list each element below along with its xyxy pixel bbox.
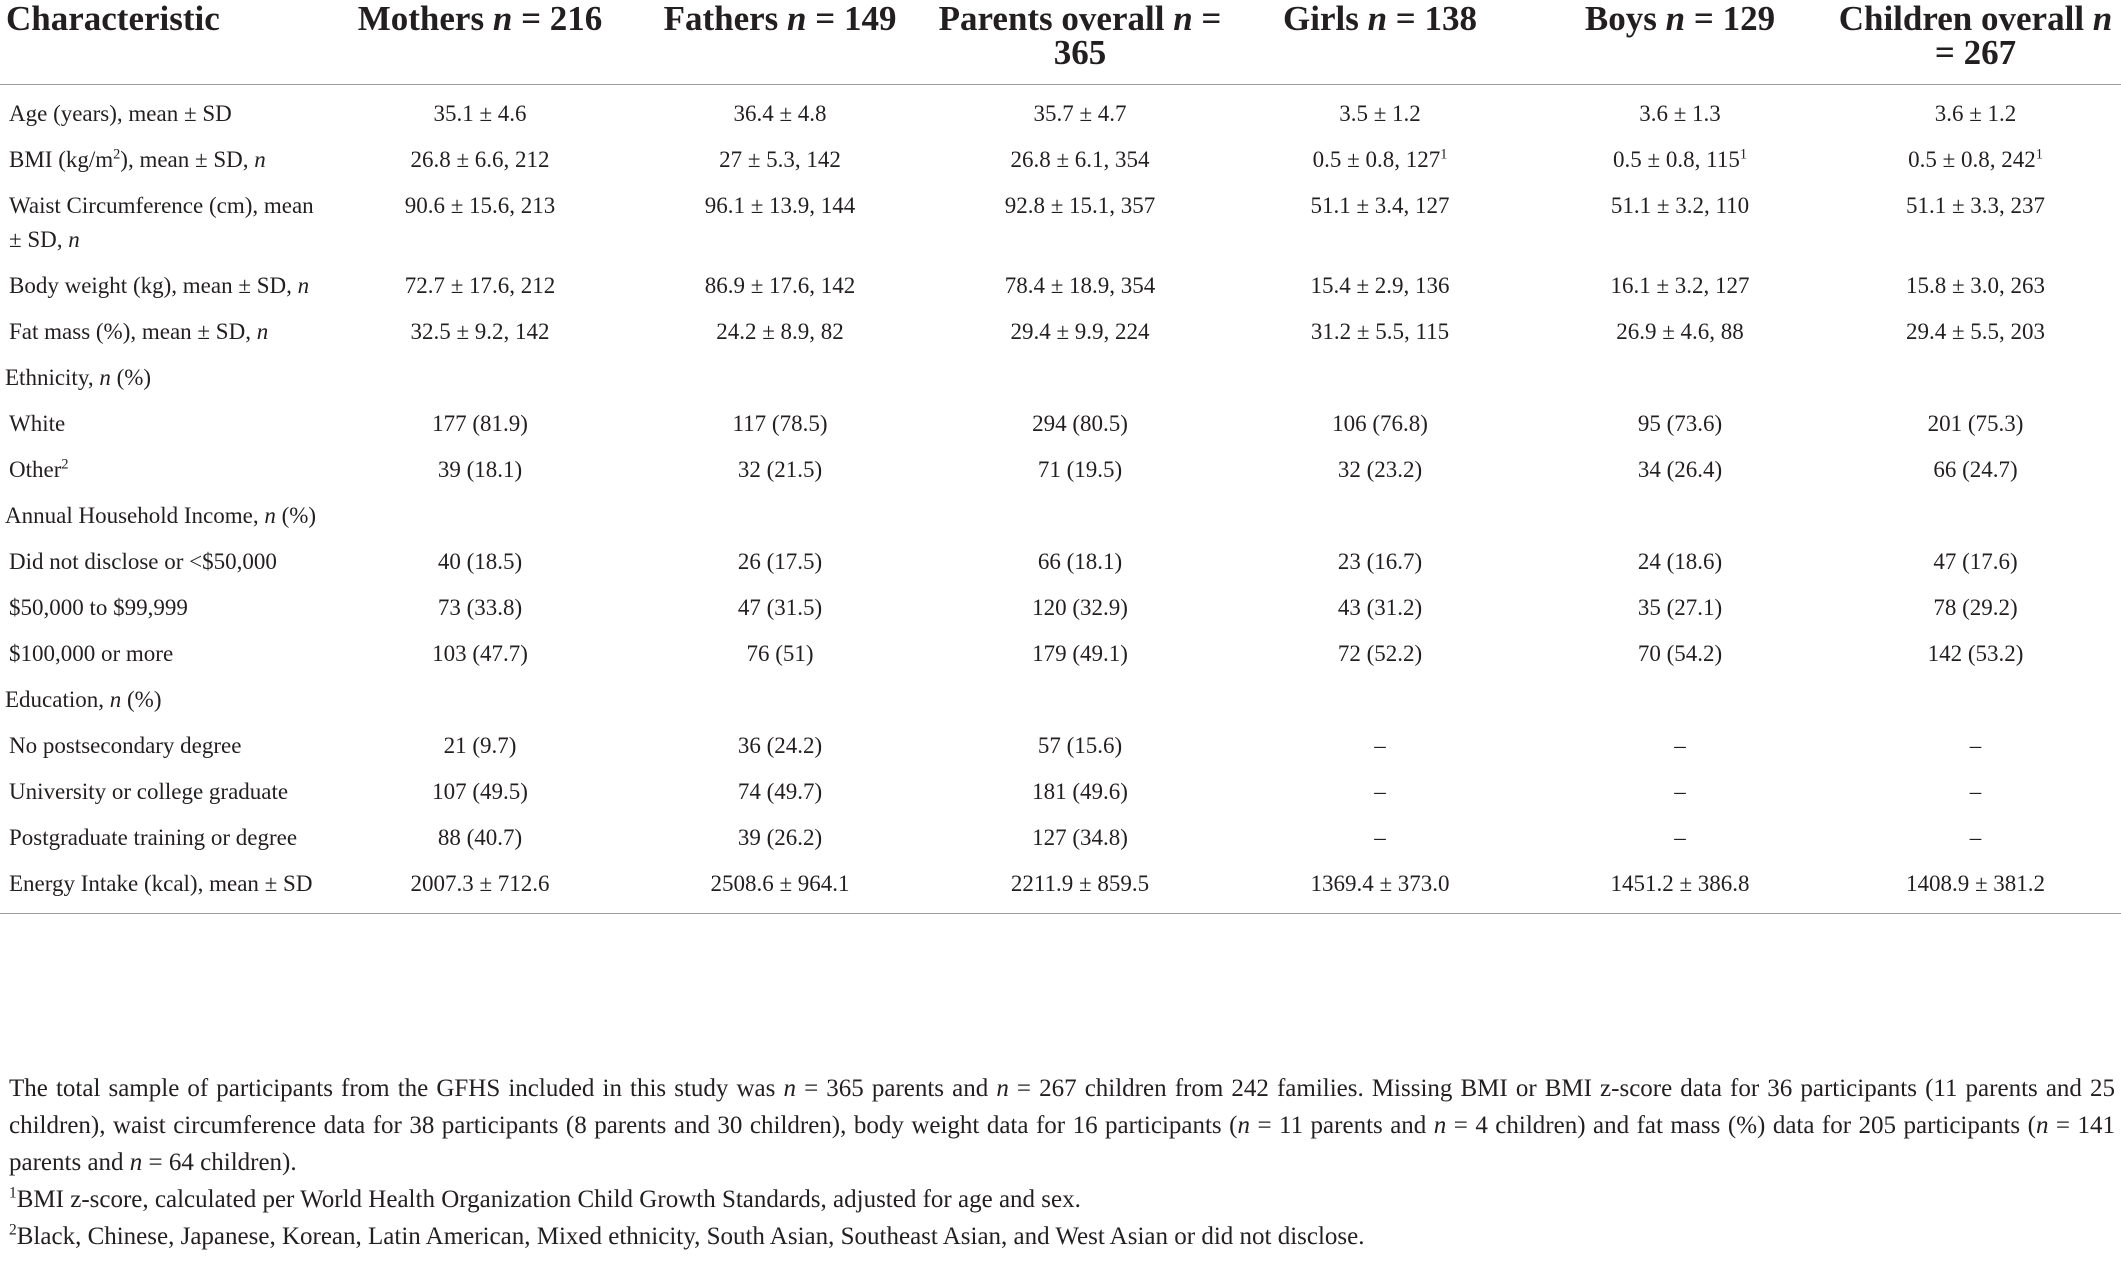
- table-cell: [1830, 355, 2121, 401]
- table-cell: 66 (24.7): [1933, 457, 2018, 482]
- table-body: [0, 85, 2121, 914]
- header-cell: Parents overall n = 365: [938, 0, 1222, 72]
- footnote-main: The total sample of participants from the GFHS included in this study was n = 365 parents and n = 267 children from 242 families. Missing BMI or BMI z-score data for 36 participants (11 parents and 25 children), waist circumference data for 38 participants (8 parents and 30 children), body weight data for 16 participants (n = 11 parents and n = 4 children) and fat mass (%) data for 205 participants (n = 141 parents and n = 64 children).: [9, 1075, 2116, 1176]
- table-row: [0, 137, 2121, 183]
- row-label: Fat mass (%), mean ± SD, n: [9, 319, 269, 344]
- table-cell: 179 (49.1): [1032, 641, 1128, 666]
- table-cell: 26.9 ± 4.6, 88: [1616, 319, 1744, 344]
- table-cell: 177 (81.9): [432, 411, 528, 436]
- row-label: Postgraduate training or degree: [9, 825, 298, 850]
- table-cell: –: [1969, 825, 1982, 850]
- table-cell: 78.4 ± 18.9, 354: [1004, 273, 1156, 298]
- table-row: [0, 183, 2121, 263]
- table-cell: 86.9 ± 17.6, 142: [704, 273, 856, 298]
- table-cell: 96.1 ± 13.9, 144: [704, 193, 856, 218]
- table-cell: –: [1374, 825, 1386, 850]
- table-cell: 23 (16.7): [1337, 549, 1423, 574]
- header-cell: Girls n = 138: [1283, 0, 1477, 38]
- table-cell: 51.1 ± 3.2, 110: [1610, 193, 1750, 218]
- table-cell: 2211.9 ± 859.5: [1010, 871, 1150, 896]
- table-cell: [330, 355, 630, 401]
- table-cell: 35 (27.1): [1637, 595, 1723, 620]
- table-cell: [930, 355, 1230, 401]
- row-label: $50,000 to $99,999: [9, 595, 188, 620]
- table-cell: 36.4 ± 4.8: [733, 101, 827, 126]
- table-cell: [1530, 355, 1830, 401]
- table-cell: 1369.4 ± 373.0: [1310, 871, 1450, 896]
- header-cell: Fathers n = 149: [663, 0, 897, 38]
- table-row: [0, 769, 2121, 815]
- table-cell: [930, 677, 1230, 723]
- table-cell: 3.6 ± 1.2: [1934, 101, 2017, 126]
- table-row: [0, 447, 2121, 493]
- table-cell: 32.5 ± 9.2, 142: [410, 319, 550, 344]
- table-cell: [1230, 493, 1530, 539]
- row-label: White: [9, 411, 66, 436]
- table-cell: 66 (18.1): [1037, 549, 1123, 574]
- table-cell: 47 (17.6): [1933, 549, 2018, 574]
- table-cell: [1830, 677, 2121, 723]
- table-row: [0, 539, 2121, 585]
- table-row: [0, 309, 2121, 355]
- table-cell: 21 (9.7): [443, 733, 517, 758]
- table-cell: 0.5 ± 0.8, $242^1$: [1908, 146, 2043, 172]
- table-cell: –: [1969, 779, 1982, 804]
- table-cell: 29.4 ± 9.9, 224: [1010, 319, 1150, 344]
- n-symbol: n: [787, 0, 807, 38]
- table-cell: 51.1 ± 3.4, 127: [1310, 193, 1450, 218]
- table-cell: –: [1969, 733, 1982, 758]
- header-text: Children overall: [1838, 0, 2093, 38]
- table-cell: 24 (18.6): [1637, 549, 1723, 574]
- row-label: Waist Circumference (cm), mean ± SD, n: [9, 193, 314, 252]
- table-cell: 78 (29.2): [1933, 595, 2018, 620]
- section-row: [0, 355, 2121, 401]
- table-cell: 31.2 ± 5.5, 115: [1310, 319, 1450, 344]
- table-cell: [1530, 493, 1830, 539]
- table-cell: [630, 677, 930, 723]
- table-cell: 0.5 ± 0.8, $127^1$: [1312, 146, 1448, 172]
- table-cell: 47 (31.5): [737, 595, 823, 620]
- table-cell: 16.1 ± 3.2, 127: [1610, 273, 1750, 298]
- table-cell: 88 (40.7): [437, 825, 523, 850]
- table-cell: 32 (21.5): [737, 457, 823, 482]
- table-cell: 26 (17.5): [737, 549, 823, 574]
- n-symbol: n: [1367, 0, 1388, 38]
- table-cell: 0.5 ± 0.8, $115^1$: [1613, 146, 1747, 172]
- row-label: University or college graduate: [9, 779, 289, 804]
- table-cell: 72 (52.2): [1337, 641, 1423, 666]
- table-cell: 39 (18.1): [437, 457, 523, 482]
- table-cell: 3.5 ± 1.2: [1339, 101, 1421, 126]
- table-footnotes: [0, 1070, 2115, 1255]
- header-count: 138: [1424, 0, 1477, 38]
- table-header: [0, 0, 2121, 85]
- table-cell: 29.4 ± 5.5, 203: [1905, 319, 2046, 344]
- header-row: [0, 0, 2121, 85]
- table-cell: 51.1 ± 3.3, 237: [1905, 193, 2046, 218]
- table-cell: 26.8 ± 6.6, 212: [410, 147, 550, 172]
- header-text: Fathers: [663, 0, 788, 38]
- table-cell: 15.4 ± 2.9, 136: [1310, 273, 1450, 298]
- header-text: Characteristic: [6, 0, 220, 38]
- table-cell: –: [1674, 733, 1686, 758]
- table-row: [0, 723, 2121, 769]
- table-row: [0, 263, 2121, 309]
- footnote-2: $^2$Black, Chinese, Japanese, Korean, Latin American, Mixed ethnicity, South Asian, Southeast Asian, and West Asian or did not disclose.: [9, 1221, 1365, 1250]
- table-cell: 32 (23.2): [1337, 457, 1423, 482]
- table-cell: [1530, 677, 1830, 723]
- table-cell: 294 (80.5): [1032, 411, 1128, 436]
- table-cell: 3.6 ± 1.3: [1639, 101, 1721, 126]
- table-cell: [630, 355, 930, 401]
- table-cell: 15.8 ± 3.0, 263: [1905, 273, 2046, 298]
- header-count: 267: [1963, 33, 2017, 72]
- table-cell: 24.2 ± 8.9, 82: [716, 319, 844, 344]
- header-cell: Boys n = 129: [1584, 0, 1776, 38]
- table-cell: 73 (33.8): [437, 595, 523, 620]
- n-symbol: n: [1665, 0, 1686, 38]
- table-cell: 117 (78.5): [732, 411, 828, 436]
- table-cell: 106 (76.8): [1332, 411, 1428, 436]
- table-cell: 35.7 ± 4.7: [1033, 101, 1127, 126]
- table-row: [0, 585, 2121, 631]
- table-cell: [1230, 355, 1530, 401]
- row-label: $100,000 or more: [9, 641, 174, 666]
- table-cell: 103 (47.7): [432, 641, 528, 666]
- table-cell: 107 (49.5): [432, 779, 528, 804]
- table-cell: 2007.3 ± 712.6: [410, 871, 550, 896]
- table-cell: [930, 493, 1230, 539]
- table-row: [0, 401, 2121, 447]
- table-cell: [330, 493, 630, 539]
- row-label: Ethnicity, n (%): [5, 365, 152, 390]
- table-cell: 92.8 ± 15.1, 357: [1004, 193, 1156, 218]
- table-cell: 127 (34.8): [1032, 825, 1128, 850]
- table-cell: 201 (75.3): [1927, 411, 2024, 436]
- table-cell: 71 (19.5): [1037, 457, 1123, 482]
- table-cell: 72.7 ± 17.6, 212: [404, 273, 556, 298]
- table-cell: 181 (49.6): [1032, 779, 1128, 804]
- header-cell: [0, 0, 330, 85]
- header-text: Parents overall: [938, 0, 1174, 38]
- table-row: [0, 861, 2121, 914]
- row-label: Other$^2$: [9, 456, 69, 482]
- table-cell: 76 (51): [746, 641, 814, 666]
- table-row: [0, 815, 2121, 861]
- table-cell: 2508.6 ± 964.1: [710, 871, 850, 896]
- table-cell: 36 (24.2): [737, 733, 823, 758]
- table-cell: 120 (32.9): [1032, 595, 1128, 620]
- table-cell: 39 (26.2): [737, 825, 823, 850]
- table-cell: 74 (49.7): [737, 779, 823, 804]
- row-label: Did not disclose or <$50,000: [9, 549, 277, 574]
- header-cell: Mothers n = 216: [357, 0, 603, 38]
- header-text: Boys: [1584, 0, 1666, 38]
- table-cell: [630, 493, 930, 539]
- header-count: 129: [1722, 0, 1776, 38]
- header-count: 365: [1053, 33, 1107, 72]
- table-cell: 1451.2 ± 386.8: [1610, 871, 1750, 896]
- table-cell: 95 (73.6): [1637, 411, 1723, 436]
- footnote-1: $^1$BMI z-score, calculated per World Health Organization Child Growth Standards, adjusted for age and sex.: [9, 1184, 1081, 1213]
- header-text: Mothers: [357, 0, 493, 38]
- table-row: [0, 631, 2121, 677]
- row-label: BMI $(kg/m^2)$, mean ± SD, n: [9, 146, 266, 172]
- table-cell: [1830, 493, 2121, 539]
- row-label: Education, n (%): [5, 687, 162, 712]
- table-cell: 43 (31.2): [1337, 595, 1423, 620]
- n-symbol: n: [492, 0, 513, 38]
- row-label: Body weight (kg), mean ± SD, n: [9, 273, 310, 298]
- table-cell: 1408.9 ± 381.2: [1905, 871, 2046, 896]
- row-label: Energy Intake (kcal), mean ± SD: [9, 871, 313, 896]
- table-cell: [330, 677, 630, 723]
- header-cell: Children overall n = 267: [1838, 0, 2113, 72]
- n-symbol: n: [1173, 0, 1193, 38]
- table-cell: 70 (54.2): [1637, 641, 1723, 666]
- n-symbol: n: [2092, 0, 2113, 38]
- row-label: Annual Household Income, n (%): [5, 503, 317, 528]
- row-label: No postsecondary degree: [9, 733, 242, 758]
- header-count: 216: [549, 0, 603, 38]
- table-cell: –: [1674, 779, 1686, 804]
- table-cell: –: [1374, 779, 1386, 804]
- table-cell: 35.1 ± 4.6: [433, 101, 527, 126]
- table-row: [0, 85, 2121, 138]
- table-cell: 40 (18.5): [437, 549, 523, 574]
- table-cell: 90.6 ± 15.6, 213: [404, 193, 556, 218]
- table-cell: –: [1374, 733, 1386, 758]
- table-cell: 34 (26.4): [1637, 457, 1723, 482]
- table-cell: 142 (53.2): [1927, 641, 2024, 666]
- table-cell: 27 ± 5.3, 142: [719, 147, 841, 172]
- table-cell: 26.8 ± 6.1, 354: [1010, 147, 1150, 172]
- header-count: 149: [843, 0, 897, 38]
- table-cell: 57 (15.6): [1037, 733, 1123, 758]
- row-label: Age (years), mean ± SD: [9, 101, 232, 126]
- header-text: Girls: [1283, 0, 1368, 38]
- table-cell: [1230, 677, 1530, 723]
- table-cell: –: [1674, 825, 1686, 850]
- section-row: [0, 677, 2121, 723]
- section-row: [0, 493, 2121, 539]
